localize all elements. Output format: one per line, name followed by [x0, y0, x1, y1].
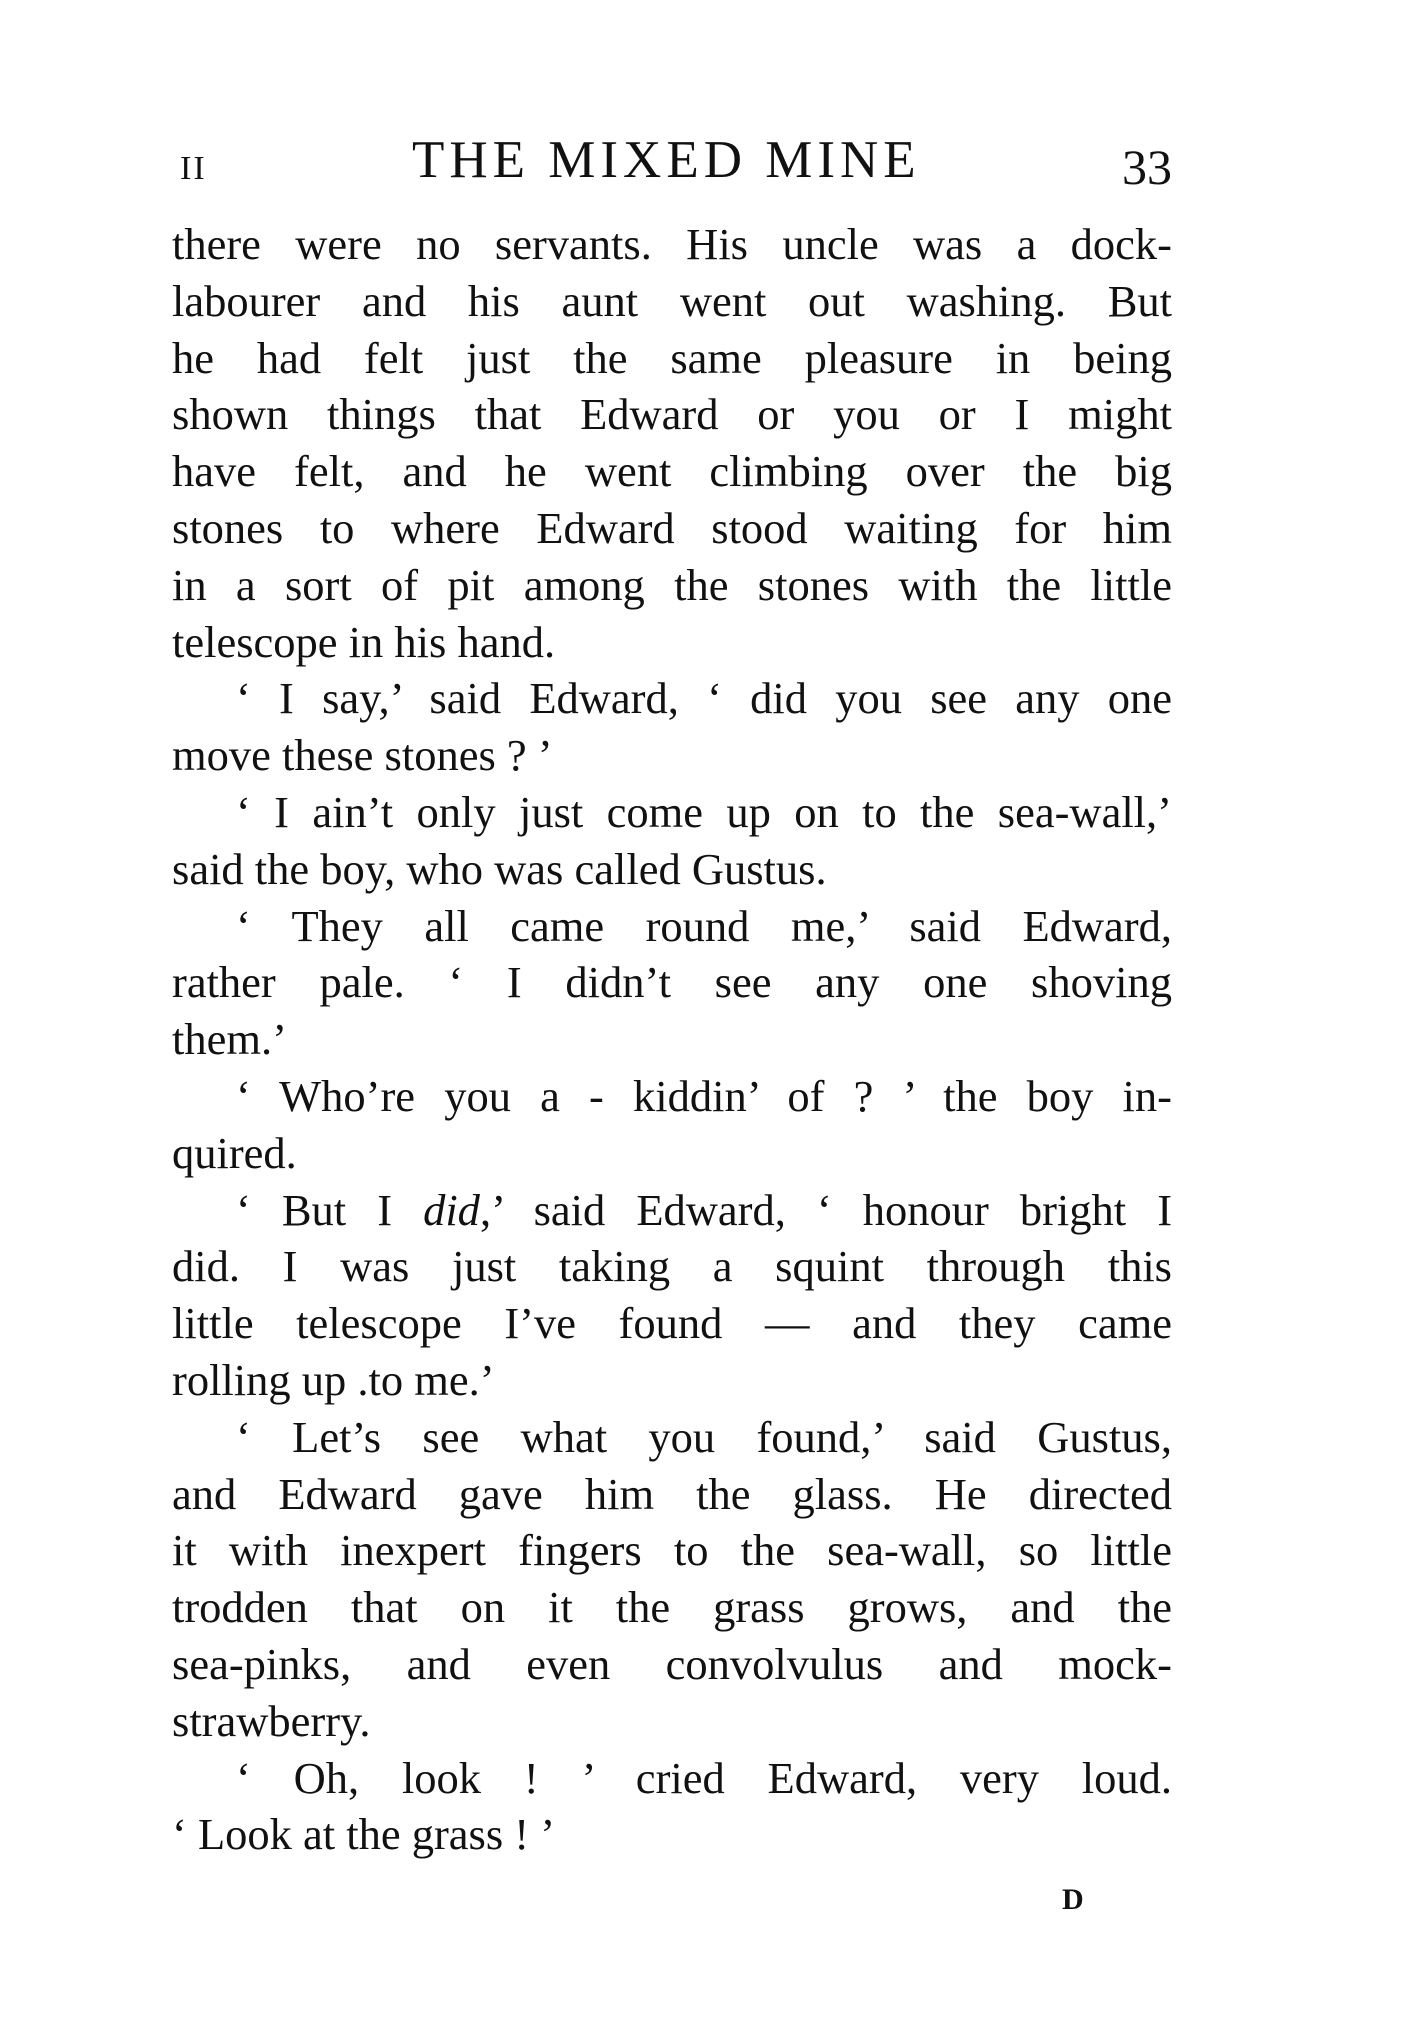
- paragraph: [172, 216, 1172, 670]
- text-line: ‘ Let’s see what you found,’ said Gustus,: [236, 1411, 1172, 1462]
- paragraph: [172, 1068, 1172, 1182]
- text-line: he had felt just the same pleasure in being: [172, 332, 1172, 383]
- text-line: ‘ Oh, look ! ’ cried Edward, very loud.: [236, 1752, 1172, 1803]
- text-line: labourer and his aunt went out washing. But: [172, 275, 1172, 326]
- text-line: in a sort of pit among the stones with the little: [172, 559, 1172, 610]
- text-line: trodden that on it the grass grows, and the: [172, 1582, 1172, 1633]
- text-line: ‘ But I did,’ said Edward, ‘ honour bright I: [236, 1184, 1173, 1235]
- text-line: did. I was just taking a squint through this: [172, 1241, 1172, 1292]
- text-line: said the boy, who was called Gustus.: [172, 843, 827, 894]
- text-line: move these stones ? ’: [172, 730, 553, 781]
- text-line: little telescope I’ve found — and they came: [172, 1298, 1172, 1349]
- signature-mark: D: [1062, 1883, 1085, 1916]
- text-line: quired.: [172, 1127, 297, 1178]
- paragraph: [172, 1409, 1172, 1750]
- chapter-number: II: [180, 150, 207, 187]
- paragraph: [172, 1750, 1172, 1864]
- text-line: them.’: [172, 1014, 287, 1065]
- text-line: ‘ I ain’t only just come up on to the sea-wall,’: [236, 786, 1172, 837]
- paragraph: [172, 1182, 1172, 1409]
- text-line: and Edward gave him the glass. He directed: [172, 1468, 1172, 1519]
- text-line: there were no servants. His uncle was a dock-: [172, 219, 1172, 269]
- text-line: telescope in his hand.: [172, 616, 556, 667]
- text-line: sea-pinks, and even convolvulus and mock-: [172, 1638, 1172, 1689]
- paragraph: [172, 670, 1172, 784]
- text-line: ‘ I say,’ said Edward, ‘ did you see any one: [236, 673, 1172, 724]
- text-line: ‘ Look at the grass ! ’: [172, 1809, 556, 1860]
- text-line: stones to where Edward stood waiting for him: [172, 502, 1172, 553]
- paragraph: [172, 784, 1172, 898]
- body-text: [172, 216, 1172, 1863]
- text-line: strawberry.: [172, 1695, 371, 1746]
- running-title: THE MIXED MINE: [412, 131, 921, 189]
- page-number: 33: [1122, 139, 1172, 195]
- text-line: ‘ Who’re you a - kiddin’ of ? ’ the boy in-: [236, 1070, 1172, 1121]
- text-line: it with inexpert fingers to the sea-wall, so little: [172, 1525, 1172, 1576]
- text-line: have felt, and he went climbing over the big: [172, 446, 1172, 497]
- text-line: ‘ They all came round me,’ said Edward,: [236, 900, 1172, 951]
- emphasis: did: [423, 1184, 480, 1235]
- text-line: rather pale. ‘ I didn’t see any one shoving: [172, 957, 1172, 1008]
- text-line: rolling up .to me.’: [172, 1354, 495, 1405]
- text-line: shown things that Edward or you or I might: [172, 389, 1172, 440]
- running-head: [172, 130, 1172, 195]
- paragraph: [172, 898, 1172, 1068]
